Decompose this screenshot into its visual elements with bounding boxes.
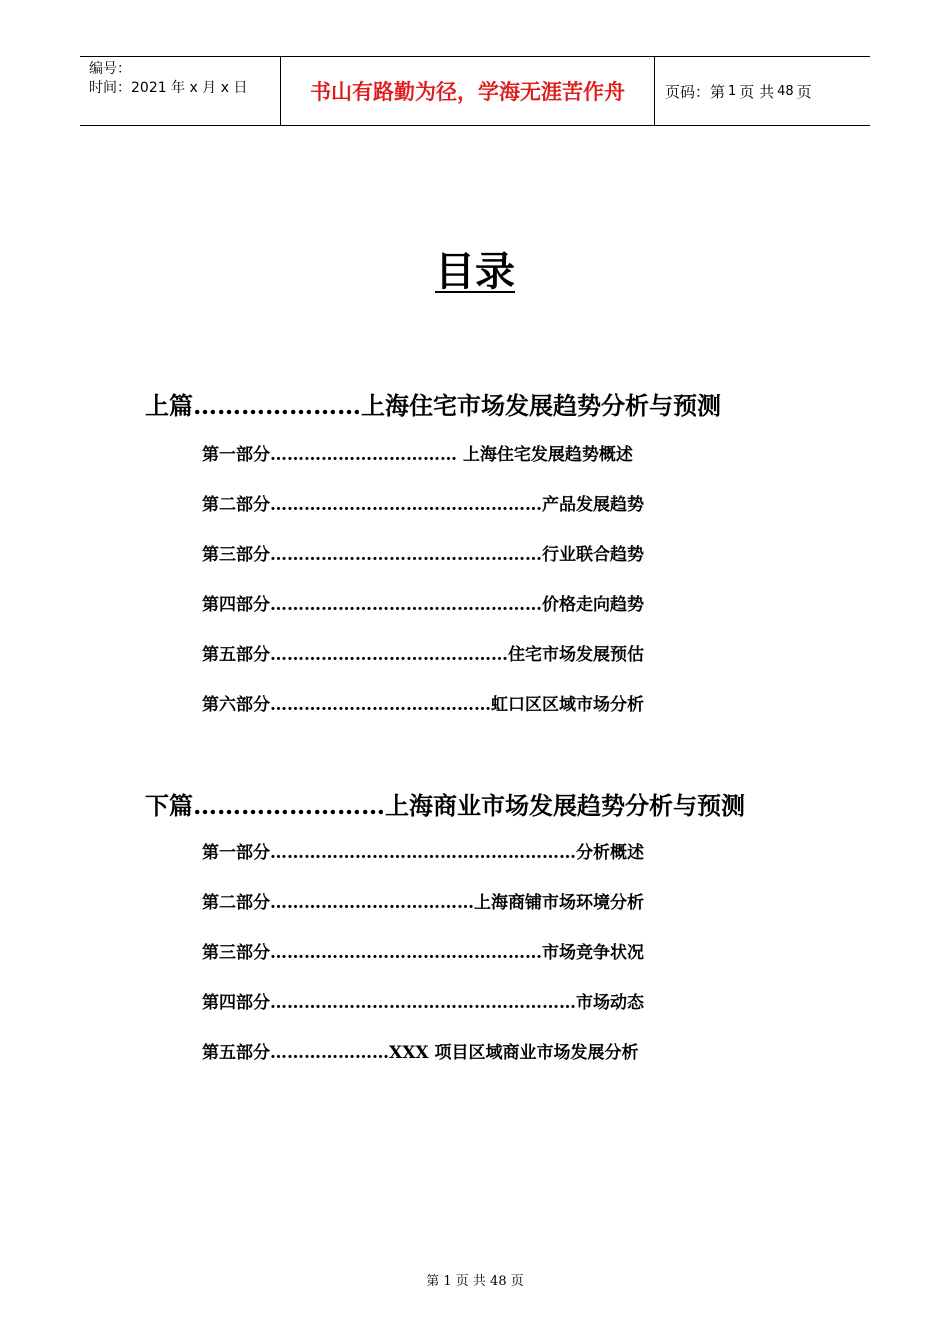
header-page-current: 1 <box>728 83 737 99</box>
toc-item[interactable]: 第一部分…………………………… 上海住宅发展趋势概述 <box>202 445 633 465</box>
header-page-total: 48 <box>777 83 794 99</box>
toc-item[interactable]: 第二部分………………………………上海商铺市场环境分析 <box>202 893 644 913</box>
header-number-label: 编号： <box>89 61 131 77</box>
toc-item[interactable]: 第二部分…………………………………………产品发展趋势 <box>202 495 644 515</box>
header-motto: 书山有路勤为径，学海无涯苦作舟 <box>280 57 655 125</box>
toc-item[interactable]: 第一部分………………………………………………分析概述 <box>202 843 644 863</box>
toc-item[interactable]: 第三部分…………………………………………市场竞争状况 <box>202 943 644 963</box>
page-title <box>0 240 950 297</box>
header-page-prefix: 页码：第 <box>665 82 726 101</box>
toc-item[interactable]: 第四部分………………………………………………市场动态 <box>202 993 644 1013</box>
header-page-info <box>655 57 870 125</box>
toc-item[interactable]: 第五部分……………………………………住宅市场发展预估 <box>202 645 644 665</box>
header-page-suffix: 页 <box>796 82 812 101</box>
toc-item[interactable]: 第六部分…………………………………虹口区区域市场分析 <box>202 695 644 715</box>
page-title-text: 目录 <box>435 249 515 295</box>
document-header <box>80 56 870 126</box>
toc-section-heading-part2[interactable]: 下篇……………………上海商业市场发展趋势分析与预测 <box>145 791 745 820</box>
toc-item[interactable]: 第四部分…………………………………………价格走向趋势 <box>202 595 644 615</box>
toc-section-heading-part1[interactable]: 上篇…………………上海住宅市场发展趋势分析与预测 <box>145 391 721 420</box>
page-footer: 第 1 页 共 48 页 <box>426 1274 524 1289</box>
toc-item[interactable]: 第五部分…………………XXX 项目区域商业市场发展分析 <box>202 1043 639 1063</box>
header-meta <box>80 57 280 125</box>
header-time-label: 时间：2021 年 x 月 x 日 <box>89 80 248 96</box>
toc-item[interactable]: 第三部分…………………………………………行业联合趋势 <box>202 545 644 565</box>
header-page-mid: 页 共 <box>739 82 775 101</box>
